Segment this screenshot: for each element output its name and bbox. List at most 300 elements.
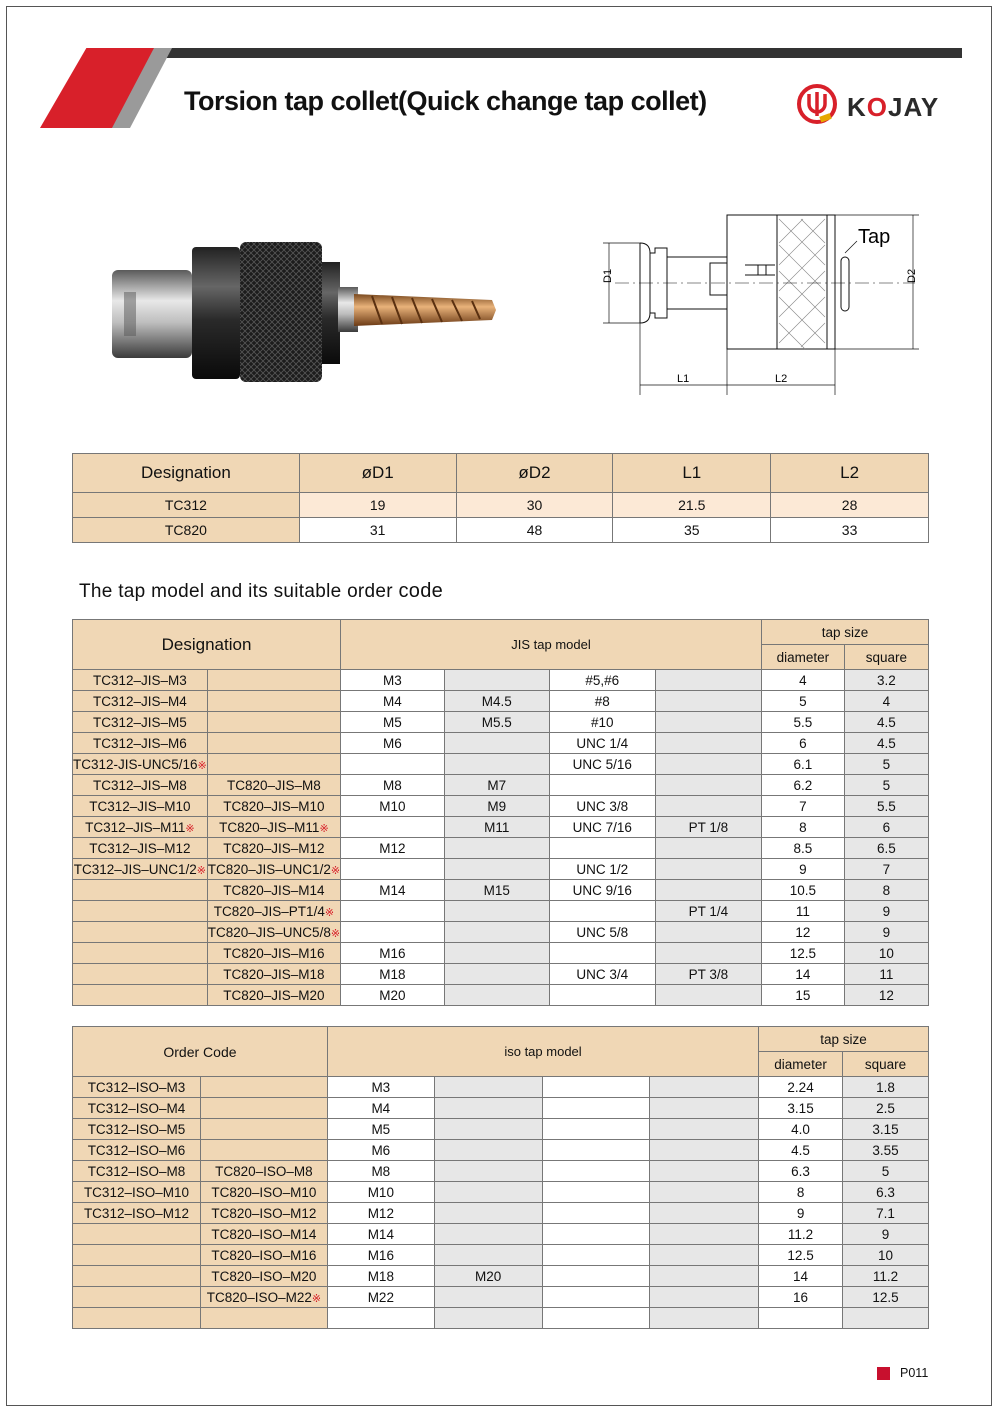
table-row [73, 754, 929, 775]
order-code-cell [73, 1266, 201, 1287]
cell [655, 670, 761, 691]
cell: 11 [844, 964, 928, 985]
cell: #5,#6 [549, 670, 655, 691]
order-code-cell: TC820–JIS–M11※ [207, 817, 340, 838]
designation-header: Designation [73, 620, 341, 670]
table-row [73, 670, 929, 691]
cell [542, 1077, 650, 1098]
cell: M8 [327, 1161, 434, 1182]
cell [542, 1098, 650, 1119]
note-mark: ※ [324, 906, 335, 919]
cell: M8 [341, 775, 445, 796]
cell [542, 1266, 650, 1287]
cell: M20 [341, 985, 445, 1006]
order-code-cell: TC820–JIS–M8 [207, 775, 340, 796]
order-code-cell: TC312–JIS–M11※ [73, 817, 208, 838]
col-header: øD2 [456, 454, 613, 493]
cell: 28 [771, 493, 929, 518]
cell: 5.5 [761, 712, 844, 733]
order-code-cell: TC820–ISO–M16 [200, 1245, 327, 1266]
cell: M9 [444, 796, 549, 817]
cell [650, 1098, 759, 1119]
order-code-cell [207, 691, 340, 712]
cell: M5 [341, 712, 445, 733]
note-mark: ※ [185, 822, 195, 835]
order-code-cell: TC820–JIS–M10 [207, 796, 340, 817]
cell: 9 [759, 1203, 843, 1224]
cell: 12 [844, 985, 928, 1006]
cell [327, 1308, 434, 1329]
order-code-cell [73, 1224, 201, 1245]
cell [444, 859, 549, 880]
cell: M6 [327, 1140, 434, 1161]
cell: 12.5 [759, 1245, 843, 1266]
cell [542, 1287, 650, 1308]
note-mark: ※ [330, 864, 341, 877]
cell [444, 943, 549, 964]
cell: TC820 [73, 518, 300, 543]
order-code-cell [200, 1140, 327, 1161]
cell: 6 [761, 733, 844, 754]
table-row [73, 796, 929, 817]
cell: M5.5 [444, 712, 549, 733]
table-row [73, 1287, 929, 1308]
jis-table [72, 619, 929, 1006]
square-header: square [843, 1052, 929, 1077]
order-code-cell [207, 733, 340, 754]
cell: 9 [844, 922, 928, 943]
order-code-cell: TC312–ISO–M6 [73, 1140, 201, 1161]
cell: M15 [444, 880, 549, 901]
page-title: Torsion tap collet(Quick change tap collet) [184, 86, 707, 116]
table-row [73, 691, 929, 712]
cell: M7 [444, 775, 549, 796]
jis-header-row [73, 620, 929, 645]
cell [655, 985, 761, 1006]
order-code-cell: TC820–JIS–M14 [207, 880, 340, 901]
cell: 8 [761, 817, 844, 838]
cell [655, 733, 761, 754]
cell [655, 922, 761, 943]
cell [542, 1245, 650, 1266]
order-code-cell: TC312–ISO–M10 [73, 1182, 201, 1203]
cell: 10.5 [761, 880, 844, 901]
iso-model-header: iso tap model [327, 1027, 758, 1077]
order-code-cell [73, 1245, 201, 1266]
table-row [73, 1245, 929, 1266]
cell: 5.5 [844, 796, 928, 817]
cell: M16 [327, 1245, 434, 1266]
cell [542, 1161, 650, 1182]
cell: M3 [327, 1077, 434, 1098]
cell [655, 880, 761, 901]
cell [549, 901, 655, 922]
col-header: Designation [73, 454, 300, 493]
cell: 19 [299, 493, 456, 518]
cell: 6.5 [844, 838, 928, 859]
note-mark: ※ [319, 822, 329, 835]
section-subtitle: The tap model and its suitable order code [79, 580, 444, 602]
cell [542, 1224, 650, 1245]
cell: 9 [844, 901, 928, 922]
col-header: øD1 [299, 454, 456, 493]
table-row [73, 1098, 929, 1119]
cell [434, 1119, 542, 1140]
order-code-cell: TC820–ISO–M10 [200, 1182, 327, 1203]
order-code-cell: TC312–JIS–M4 [73, 691, 208, 712]
cell [655, 712, 761, 733]
table-row [73, 518, 929, 543]
table-row [73, 1266, 929, 1287]
l2-label: L2 [775, 373, 788, 385]
cell: M4 [341, 691, 445, 712]
table-row [73, 859, 929, 880]
cell: 11.2 [759, 1224, 843, 1245]
cell: M22 [327, 1287, 434, 1308]
note-mark: ※ [311, 1292, 322, 1305]
diameter-header: diameter [759, 1052, 843, 1077]
order-code-cell: TC312–ISO–M4 [73, 1098, 201, 1119]
order-code-cell [73, 985, 208, 1006]
cell [341, 901, 445, 922]
cell: 12.5 [843, 1287, 929, 1308]
cell [434, 1098, 542, 1119]
cell: 31 [299, 518, 456, 543]
order-code-cell: TC820–JIS–M12 [207, 838, 340, 859]
cell [542, 1308, 650, 1329]
cell [650, 1077, 759, 1098]
cell: UNC 9/16 [549, 880, 655, 901]
order-code-cell [73, 943, 208, 964]
cell [549, 985, 655, 1006]
cell [444, 754, 549, 775]
cell [549, 838, 655, 859]
cell [759, 1308, 843, 1329]
cell: 3.15 [759, 1098, 843, 1119]
order-code-cell: TC820–JIS–PT1/4※ [207, 901, 340, 922]
order-code-cell: TC312–JIS–M6 [73, 733, 208, 754]
cell: M14 [327, 1224, 434, 1245]
order-code-cell: TC820–JIS–UNC1/2※ [207, 859, 340, 880]
table-row [73, 817, 929, 838]
table-row [73, 1182, 929, 1203]
collet-drawing [595, 205, 925, 400]
cell [444, 985, 549, 1006]
cell: TC312 [73, 493, 300, 518]
iso-header-row [73, 1027, 929, 1052]
cell: 11.2 [843, 1266, 929, 1287]
cell [434, 1161, 542, 1182]
cell: 33 [771, 518, 929, 543]
header-bar [160, 48, 962, 58]
page-number: P011 [900, 1366, 929, 1380]
cell: 48 [456, 518, 613, 543]
order-code-cell: TC820–ISO–M8 [200, 1161, 327, 1182]
order-code-cell [207, 670, 340, 691]
cell [341, 754, 445, 775]
cell [341, 859, 445, 880]
note-mark: ※ [196, 864, 207, 877]
order-code-cell [200, 1308, 327, 1329]
cell: 12 [761, 922, 844, 943]
cell: 4 [844, 691, 928, 712]
jis-body [73, 670, 929, 1006]
d2-label: D2 [906, 268, 918, 283]
order-code-cell: TC312–JIS–M3 [73, 670, 208, 691]
order-code-cell: TC312–JIS–UNC1/2※ [73, 859, 208, 880]
cell: 4.5 [844, 733, 928, 754]
cell: 8.5 [761, 838, 844, 859]
cell [655, 691, 761, 712]
iso-table [72, 1026, 929, 1329]
table-row [73, 775, 929, 796]
dimension-table [72, 453, 929, 543]
cell: PT 3/8 [655, 964, 761, 985]
cell [444, 733, 549, 754]
cell: 11 [761, 901, 844, 922]
order-code-cell: TC820–JIS–M16 [207, 943, 340, 964]
table-row [73, 943, 929, 964]
order-code-cell: TC312–JIS–M5 [73, 712, 208, 733]
table-row [73, 985, 929, 1006]
cell: M14 [341, 880, 445, 901]
table-row [73, 712, 929, 733]
cell: 3.2 [844, 670, 928, 691]
cell: UNC 5/16 [549, 754, 655, 775]
cell: UNC 1/4 [549, 733, 655, 754]
order-code-cell: TC312–ISO–M12 [73, 1203, 201, 1224]
cell: M10 [327, 1182, 434, 1203]
cell [434, 1077, 542, 1098]
cell [549, 775, 655, 796]
cell: 5 [844, 775, 928, 796]
cell: M20 [434, 1266, 542, 1287]
cell [655, 859, 761, 880]
cell: 2.5 [843, 1098, 929, 1119]
cell [444, 670, 549, 691]
d1-label: D1 [602, 268, 614, 283]
cell: 2.24 [759, 1077, 843, 1098]
cell: M18 [341, 964, 445, 985]
order-code-cell [200, 1098, 327, 1119]
order-code-cell: TC820–ISO–M14 [200, 1224, 327, 1245]
cell [650, 1140, 759, 1161]
cell: 8 [844, 880, 928, 901]
table-row [73, 1224, 929, 1245]
col-header: L2 [771, 454, 929, 493]
cell: 4 [761, 670, 844, 691]
cell [843, 1308, 929, 1329]
cell: M5 [327, 1119, 434, 1140]
cell: 15 [761, 985, 844, 1006]
page-marker-icon [877, 1367, 890, 1380]
cell: 8 [759, 1182, 843, 1203]
cell: 5 [844, 754, 928, 775]
order-code-cell: TC312–JIS–M12 [73, 838, 208, 859]
cell: UNC 5/8 [549, 922, 655, 943]
cell: 6 [844, 817, 928, 838]
order-code-cell: TC312-JIS-UNC5/16※ [73, 754, 208, 775]
cell [655, 796, 761, 817]
cell: #8 [549, 691, 655, 712]
table-row [73, 880, 929, 901]
cell [655, 775, 761, 796]
note-mark: ※ [197, 759, 207, 772]
table-row [73, 1203, 929, 1224]
cell: 10 [843, 1245, 929, 1266]
cell: M18 [327, 1266, 434, 1287]
cell: 9 [761, 859, 844, 880]
table-row [73, 838, 929, 859]
cell: 7 [844, 859, 928, 880]
square-header: square [844, 645, 928, 670]
cell: 1.8 [843, 1077, 929, 1098]
cell: M16 [341, 943, 445, 964]
diameter-header: diameter [761, 645, 844, 670]
order-code-cell: TC312–JIS–M8 [73, 775, 208, 796]
cell: 35 [613, 518, 771, 543]
cell: UNC 7/16 [549, 817, 655, 838]
cell: M12 [341, 838, 445, 859]
table-row [73, 1119, 929, 1140]
cell: 7.1 [843, 1203, 929, 1224]
cell [341, 922, 445, 943]
cell [650, 1308, 759, 1329]
order-code-cell [207, 754, 340, 775]
collet-photo [92, 232, 502, 392]
kojay-emblem-icon [795, 82, 843, 130]
cell: 12.5 [761, 943, 844, 964]
cell: M3 [341, 670, 445, 691]
cell: 9 [843, 1224, 929, 1245]
cell: UNC 3/4 [549, 964, 655, 985]
cell [650, 1245, 759, 1266]
cell [650, 1161, 759, 1182]
cell: 30 [456, 493, 613, 518]
cell [434, 1245, 542, 1266]
cell [650, 1203, 759, 1224]
order-code-cell: TC820–JIS–M20 [207, 985, 340, 1006]
cell [341, 817, 445, 838]
cell: PT 1/4 [655, 901, 761, 922]
table-row [73, 1161, 929, 1182]
cell: M11 [444, 817, 549, 838]
table-row [73, 493, 929, 518]
cell: 4.0 [759, 1119, 843, 1140]
iso-body [73, 1077, 929, 1329]
table-row [73, 1140, 929, 1161]
cell: M10 [341, 796, 445, 817]
cell [542, 1119, 650, 1140]
order-code-cell [73, 1287, 201, 1308]
cell [434, 1140, 542, 1161]
cell: PT 1/8 [655, 817, 761, 838]
cell [444, 838, 549, 859]
cell: M6 [341, 733, 445, 754]
order-code-cell [200, 1119, 327, 1140]
cell: 7 [761, 796, 844, 817]
order-code-cell: TC820–ISO–M12 [200, 1203, 327, 1224]
cell [655, 943, 761, 964]
kojay-wordmark: KOJAY [847, 92, 940, 122]
order-code-cell: TC312–ISO–M3 [73, 1077, 201, 1098]
order-code-cell [73, 922, 208, 943]
cell: 3.15 [843, 1119, 929, 1140]
cell [650, 1182, 759, 1203]
cell [434, 1287, 542, 1308]
order-code-cell [73, 964, 208, 985]
order-code-cell: TC820–JIS–M18 [207, 964, 340, 985]
order-code-cell: TC312–ISO–M5 [73, 1119, 201, 1140]
cell [549, 943, 655, 964]
order-code-cell: TC312–JIS–M10 [73, 796, 208, 817]
cell [434, 1203, 542, 1224]
order-code-cell [73, 1308, 201, 1329]
cell: M4.5 [444, 691, 549, 712]
cell [542, 1203, 650, 1224]
cell [434, 1224, 542, 1245]
col-header: L1 [613, 454, 771, 493]
order-code-cell [207, 712, 340, 733]
cell [434, 1308, 542, 1329]
order-code-cell [200, 1077, 327, 1098]
table-row [73, 901, 929, 922]
cell [434, 1182, 542, 1203]
cell: 21.5 [613, 493, 771, 518]
cell: 6.1 [761, 754, 844, 775]
order-code-header: Order Code [73, 1027, 328, 1077]
kojay-logo [795, 82, 965, 130]
cell: 6.2 [761, 775, 844, 796]
order-code-cell: TC820–ISO–M20 [200, 1266, 327, 1287]
table-row [73, 1308, 929, 1329]
cell: 4.5 [759, 1140, 843, 1161]
cell [444, 901, 549, 922]
cell [542, 1140, 650, 1161]
table-row [73, 964, 929, 985]
cell [542, 1182, 650, 1203]
tap-size-header: tap size [759, 1027, 929, 1052]
cell [444, 922, 549, 943]
cell: M12 [327, 1203, 434, 1224]
tap-size-header: tap size [761, 620, 928, 645]
table-row [73, 1077, 929, 1098]
cell [650, 1287, 759, 1308]
cell: 16 [759, 1287, 843, 1308]
jis-model-header: JIS tap model [341, 620, 762, 670]
tap-label: Tap [858, 226, 891, 248]
order-code-cell: TC820–ISO–M22※ [200, 1287, 327, 1308]
order-code-cell [73, 880, 208, 901]
l1-label: L1 [677, 373, 690, 385]
cell: 6.3 [759, 1161, 843, 1182]
cell: 14 [759, 1266, 843, 1287]
note-mark: ※ [330, 927, 341, 940]
order-code-cell: TC820–JIS–UNC5/8※ [207, 922, 340, 943]
table-row [73, 733, 929, 754]
cell: 4.5 [844, 712, 928, 733]
cell: UNC 1/2 [549, 859, 655, 880]
cell [655, 838, 761, 859]
order-code-cell: TC312–ISO–M8 [73, 1161, 201, 1182]
cell: UNC 3/8 [549, 796, 655, 817]
cell: 3.55 [843, 1140, 929, 1161]
cell [650, 1266, 759, 1287]
cell [444, 964, 549, 985]
dimension-header-row [73, 454, 929, 493]
cell: #10 [549, 712, 655, 733]
cell: M4 [327, 1098, 434, 1119]
